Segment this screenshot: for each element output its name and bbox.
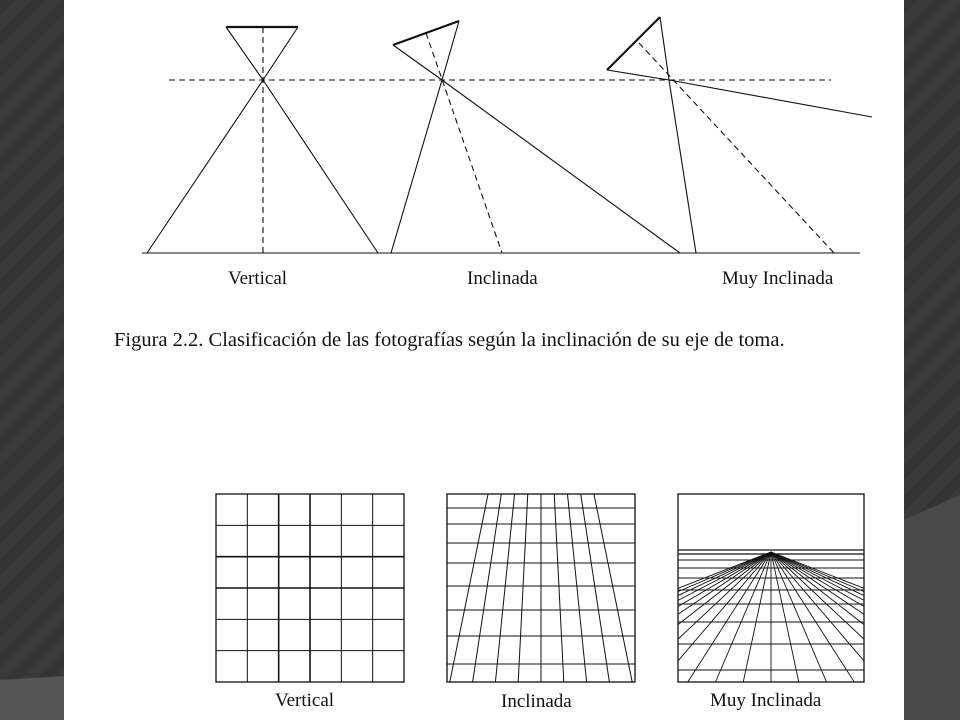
grid-line [554,494,564,682]
top-label-muy-inclinada: Muy Inclinada [722,268,834,289]
radiating-line [771,552,799,682]
radiating-line [771,552,864,625]
grid-line [495,494,514,682]
grid-vertical [216,494,404,682]
grid-line [518,494,528,682]
bottom-label-muy-inclinada: Muy Inclinada [710,690,822,711]
figure-caption: Figura 2.2. Clasificación de las fotografías según la inclinación de su eje de toma. [114,329,785,351]
grid-line [473,494,502,682]
radiating-line [678,552,771,600]
grid-line [594,494,632,682]
grid-deformation-diagram [64,480,904,690]
bottom-label-vertical: Vertical [275,690,335,711]
radiating-line [716,552,772,682]
radiating-line [743,552,771,682]
radiating-line [771,552,864,600]
grid-muy-inclinada [678,494,864,682]
grid-line [450,494,488,682]
top-label-inclinada: Inclinada [467,268,538,289]
radiating-line [771,552,864,639]
radiating-line [678,552,771,625]
vertical-camera [147,27,378,253]
slide-canvas [64,0,904,720]
inclinada-camera [391,21,680,253]
grid-line [567,494,586,682]
top-label-vertical: Vertical [228,268,288,289]
muy-inclinada-camera [607,17,872,253]
bottom-label-inclinada: Inclinada [501,691,572,712]
radiating-line [678,552,771,639]
grid-inclinada [447,494,635,682]
grid-line [581,494,610,682]
radiating-line [771,552,827,682]
camera-inclination-diagram [64,0,904,270]
